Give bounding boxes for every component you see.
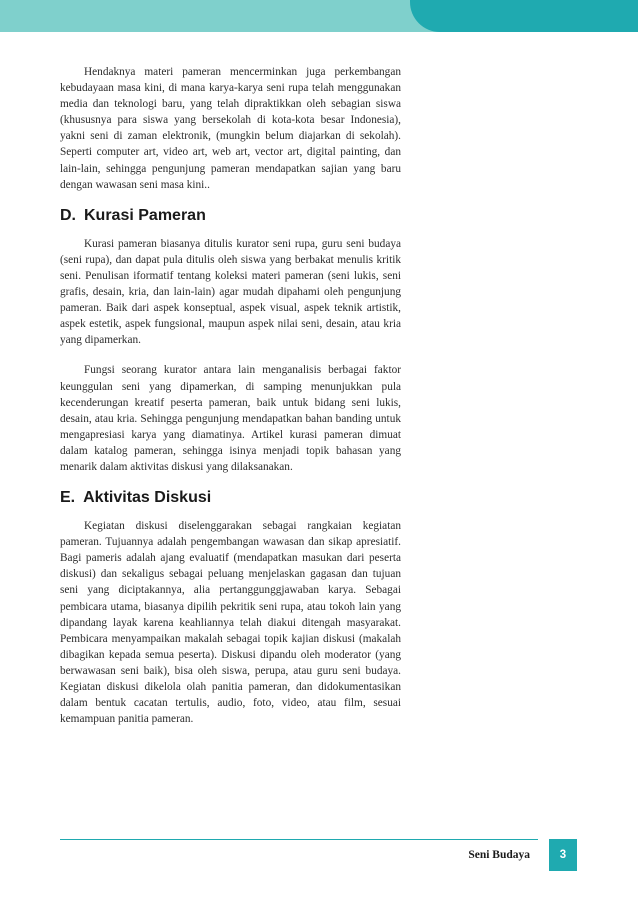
section-title: Aktivitas Diskusi: [83, 489, 212, 507]
section-heading-diskusi: [60, 489, 401, 507]
header-tab: [410, 0, 638, 32]
page-number-badge: 3: [549, 839, 577, 871]
section-number: D.: [60, 206, 76, 224]
footer-divider: [60, 839, 538, 840]
kurasi-paragraph-1: Kurasi pameran biasanya ditulis kurator seni rupa, guru seni budaya (seni rupa), dan dapat pula ditulis oleh siswa yang berbakat menulis kritik seni. Penulisan iformatif tentang koleksi materi pameran (seni lukis, seni grafis, desain, kria, dan lain-lain) agar mudah dipahami oleh pengunjung pameran. Baik dari aspek konseptual, aspek visual, aspek teknik artistik, aspek estetik, aspek fungsional, maupun aspek nilai seni, desain, atau kria yang dipamerkan.: [60, 237, 401, 347]
intro-paragraph: Hendaknya materi pameran mencerminkan juga perkembangan kebudayaan masa kini, di mana karya-karya seni rupa telah menggunakan media dan teknologi baru, yang telah dipraktikkan oleh sebagian siswa (khususnya para siswa yang bersekolah di kota-kota besar Indonesia), yakni seni di zaman elektronik, (mungkin belum diajarkan di sekolah). Seperti computer art, video art, web art, vector art, digital painting, dan lain-lain, sehingga pengunjung pameran mendapatkan sajian yang baru dengan wawasan seni masa kini..: [60, 66, 401, 191]
section-title: Kurasi Pameran: [84, 206, 206, 224]
kurasi-paragraph-2: Fungsi seorang kurator antara lain menganalisis berbagai faktor keunggulan seni yang dipamerkan, di samping menunjukkan pula kecenderungan kreatif peserta pameran, baik untuk bidang seni lukis, desain, atau kria. Sehingga pengunjung mendapatkan bahan banding untuk mengapresiasi karya yang diamatinya. Artikel kurasi pameran dimuat dalam katalog pameran, sehingga isinya menjadi topik bahasan yang menarik dalam aktivitas diskusi yang dilaksanakan.: [60, 364, 401, 473]
section-number: E.: [60, 489, 76, 507]
footer-book-title: Seni Budaya: [468, 849, 530, 861]
page-content: [60, 64, 401, 727]
diskusi-paragraph-1: Kegiatan diskusi diselenggarakan sebagai rangkaian kegiatan pameran. Tujuannya adalah pengembangan wawasan dan sikap apresiatif. Bagi pameris adalah ajang evaluatif (mendapatkan masukan dari peserta diskusi) dan sekaligus sebagai peluang menjelaskan gagasan dan tujuan seni yang diciptakannya, alia pertanggunggjawaban karya. Sebagai pembicara utama, biasanya dipilih pekritik seni rupa, atau tokoh lain yang dipandang layak karena keahliannya telah diakui ditengah masyarakat. Pembicara menyampaikan makalah sebagai topik kajian diskusi (makalah dibagikan kepada semua peserta). Diskusi dipandu oleh moderator (yang berwawasan seni baik), bisa oleh siswa, perupa, atau guru seni budaya. Kegiatan diskusi dikelola olah panitia pameran, dan didokumentasikan dalam bentuk cacatan tertulis, audio, foto, video, atau film, sesuai kemampuan panitia pameran.: [60, 520, 401, 726]
section-heading-kurasi: [60, 207, 401, 225]
